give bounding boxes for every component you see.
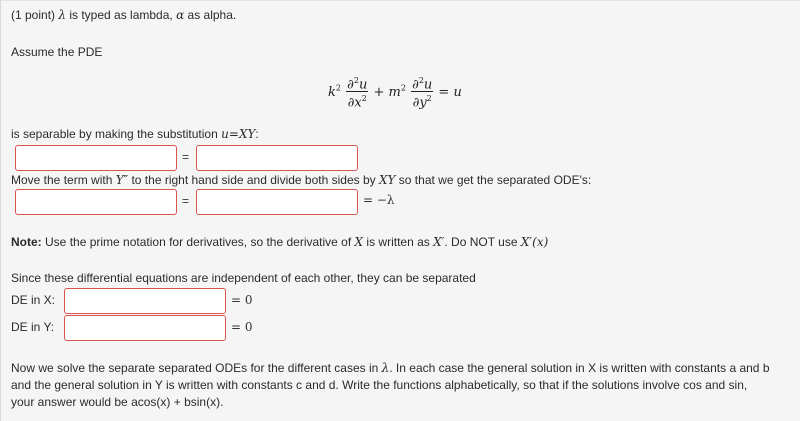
row1-equals: = xyxy=(182,150,190,164)
de-x-input[interactable] xyxy=(64,288,226,314)
alpha-note: as alpha. xyxy=(187,8,237,22)
d2u-dy2-fraction: $\frac{\partial^2u}{\partial y^2}$ xyxy=(412,76,433,111)
instructions-paragraph: Now we solve the separate separated ODEs for the different cases in λ. In each case the general solution in X is written with constants a and b and the general solution in Y is written with constants c and d. Write the functions alphabetically, so that if the solutions involve cos and sin, your answer would be acos(x) + bsin(x). xyxy=(11,361,770,409)
d2u-dx2-fraction: $\frac{\partial^2u}{\partial x^2}$ xyxy=(347,76,368,111)
de-y-equals-zero: = 0 xyxy=(231,320,253,334)
ode-left-input[interactable] xyxy=(15,189,177,215)
lambda-symbol: λ xyxy=(58,8,66,22)
lambda-note: is typed as lambda, xyxy=(69,8,173,22)
row2-equals: = xyxy=(182,194,190,208)
since-text: Since these differential equations are independent of each other, they can be separated xyxy=(11,271,476,285)
points-label: (1 point) xyxy=(11,8,56,22)
assume-text: Assume the PDE xyxy=(11,45,103,59)
note-text: Note: Use the prime notation for derivatives, so the derivative of X is written as X′. Do NOT use X′(x) xyxy=(11,235,549,249)
substitution-right-input[interactable] xyxy=(196,145,358,171)
move-term-text: Move the term with Y″ to the right hand side and divide both sides by XY so that we get the separated ODE's: xyxy=(11,173,592,187)
de-y-input[interactable] xyxy=(64,315,226,341)
de-x-label: DE in X: xyxy=(11,293,56,307)
question-header xyxy=(11,8,236,22)
de-x-equals-zero: = 0 xyxy=(231,293,253,307)
minus-lambda-label: = −λ xyxy=(363,193,395,207)
pde-equation: $k^2$ $\frac{\partial^2u}{\partial x^2}$ + $m^2$ $\frac{\partial^2u}{\partial y^2}$ = u xyxy=(328,76,462,111)
de-y-label: DE in Y: xyxy=(11,320,55,334)
note-label: Note: xyxy=(11,235,42,249)
substitution-left-input[interactable] xyxy=(15,145,177,171)
ode-right-input[interactable] xyxy=(196,189,358,215)
separable-text: is separable by making the substitution u=XY: xyxy=(11,127,259,141)
alpha-symbol: α xyxy=(176,8,185,22)
